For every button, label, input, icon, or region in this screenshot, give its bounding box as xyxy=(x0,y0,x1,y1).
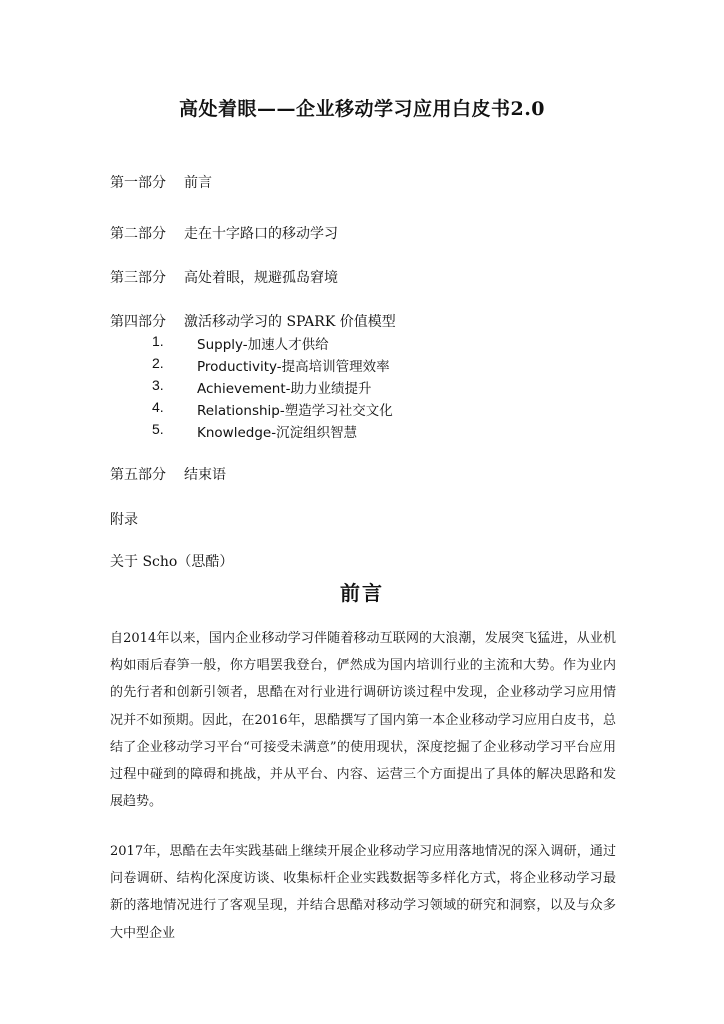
toc-subitem xyxy=(152,421,357,441)
toc-subitem xyxy=(152,355,390,375)
toc-part-label: 第四部分 xyxy=(110,314,166,330)
toc-about: 关于 Scho（思酷） xyxy=(110,554,234,570)
toc-subitem xyxy=(152,333,329,353)
toc-part-title: 前言 xyxy=(184,175,212,191)
body-paragraph: 自2014年以来，国内企业移动学习伴随着移动互联网的大浪潮，发展突飞猛进，从业机构如雨后春笋一般，你方唱罢我登台，俨然成为国内培训行业的主流和大势。作为业内的先行者和创新引领者，思酷在对行业进行调研访谈过程中发现，企业移动学习应用情况并不如预期。因此，在2016年，思酷撰写了国内第一本企业移动学习应用白皮书，总结了企业移动学习平台“可接受未满意”的使用现状，深度挖掘了企业移动学习平台应用过程中碰到的障碍和挑战，并从平台、内容、运营三个方面提出了具体的解决思路和发展趋势。 xyxy=(110,631,616,810)
toc-part-3 xyxy=(110,267,338,287)
toc-subitem xyxy=(152,399,393,419)
toc-part-label: 第二部分 xyxy=(110,226,166,242)
toc-subitem xyxy=(152,377,372,397)
toc-part-1 xyxy=(110,172,212,192)
toc-part-label: 第三部分 xyxy=(110,270,166,286)
toc-appendix: 附录 xyxy=(110,512,138,528)
toc-subitem-number: 4. xyxy=(152,399,164,415)
toc-subitem-number: 2. xyxy=(152,355,164,371)
toc-part-title: 结束语 xyxy=(184,467,226,483)
toc-part-label: 第一部分 xyxy=(110,175,166,191)
toc-subitem-text: Relationship-塑造学习社交文化 xyxy=(197,403,393,419)
toc-subitem-text: Productivity-提高培训管理效率 xyxy=(197,359,390,375)
toc-part-2 xyxy=(110,223,338,243)
toc-part-5 xyxy=(110,464,226,484)
toc-part-title: 走在十字路口的移动学习 xyxy=(184,226,338,242)
toc-subitem-number: 5. xyxy=(152,421,164,437)
toc-subitem-number: 3. xyxy=(152,377,164,393)
section-heading: 前言 xyxy=(340,581,384,605)
toc-part-title: 激活移动学习的 SPARK 价值模型 xyxy=(184,314,396,330)
document-title: 高处着眼——企业移动学习应用白皮书2.0 xyxy=(178,98,546,120)
toc-part-title: 高处着眼，规避孤岛窘境 xyxy=(184,270,338,286)
toc-part-4 xyxy=(110,311,396,331)
toc-subitem-number: 1. xyxy=(152,333,164,349)
toc-subitem-text: Knowledge-沉淀组织智慧 xyxy=(197,425,358,441)
toc-subitem-text: Achievement-助力业绩提升 xyxy=(197,381,372,397)
toc-part-label: 第五部分 xyxy=(110,467,166,483)
body-paragraph: 2017年，思酷在去年实践基础上继续开展企业移动学习应用落地情况的深入调研，通过问卷调研、结构化深度访谈、收集标杆企业实践数据等多样化方式，将企业移动学习最新的落地情况进行了客观呈现，并结合思酷对移动学习领域的研究和洞察，以及与众多大中型企业 xyxy=(110,844,616,941)
toc-subitem-text: Supply-加速人才供给 xyxy=(197,337,329,353)
